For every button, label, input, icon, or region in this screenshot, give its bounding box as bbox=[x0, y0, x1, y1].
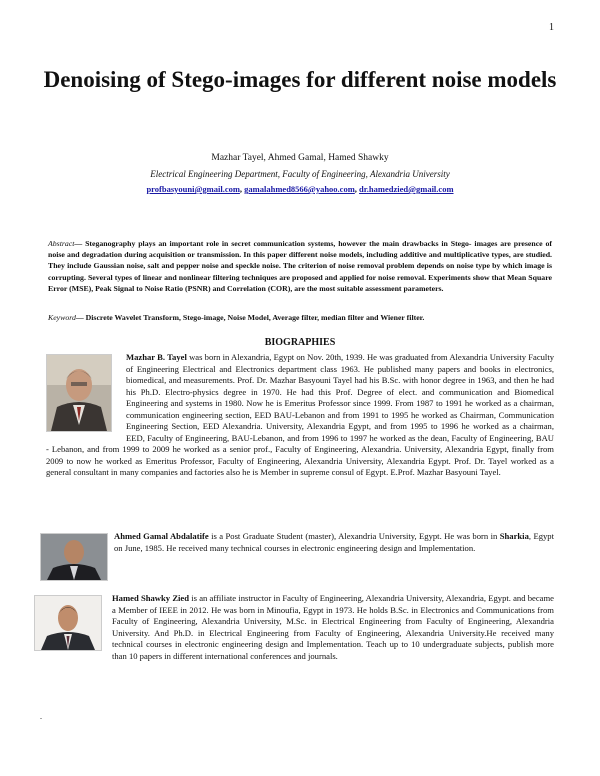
author-photo-1 bbox=[46, 354, 112, 432]
author-photo-3 bbox=[34, 595, 102, 651]
author-photo-2 bbox=[40, 533, 108, 581]
email-link-3[interactable]: dr.hamedzied@gmail.com bbox=[359, 184, 454, 194]
author-list: Mazhar Tayel, Ahmed Gamal, Hamed Shawky bbox=[211, 153, 389, 163]
abstract-label: Abstract bbox=[48, 239, 75, 248]
biography-3 bbox=[46, 593, 554, 662]
biography-2 bbox=[46, 531, 554, 585]
biography-text-2b: , Egypt on June, 1985. He received many technical courses in electronic engineering design and Implementation. bbox=[114, 531, 554, 553]
biographies-heading: BIOGRAPHIES bbox=[264, 337, 336, 348]
biography-text-3: is an affiliate instructor in Faculty of Engineering, Alexandria University, Alexandria, Egypt. and became a Member of IEEE in 2012. He was born in Minoufia, Egypt in 1973. He holds B.Sc. in Electronics and Communications from Faculty of Engineering, Alexandria University, M.Sc. in Electrical Engineering from Faculty of Engineering, Alexandria University. And Ph.D. in Electrical Engineering from Faculty of Engineering, Alexandria University.He received many technical courses in electronic engineering design and Implementation. Teach up to 10 undergraduate subjects, publish more than 10 papers in different international conferences and journals. bbox=[112, 593, 554, 661]
birthplace: Sharkia bbox=[499, 531, 529, 541]
biography-text-2a: is a Post Graduate Student (master), Alexandria University, Egypt. He was born in bbox=[208, 531, 500, 541]
author-name-2: Ahmed Gamal Abdalatife bbox=[114, 531, 209, 541]
email-link-2[interactable]: gamalahmed8566@yahoo.com bbox=[244, 184, 355, 194]
page-number: 1 bbox=[549, 22, 554, 33]
keywords-label: Keyword bbox=[48, 313, 76, 322]
paper-title: Denoising of Stego-images for different noise models bbox=[43, 67, 557, 92]
biography-text-1: was born in Alexandria, Egypt on Nov. 20th, 1939. He was graduated from Alexandria University Faculty of Engineering Electrical and Electronics department class 1963. He published many papers and books in electronics, biomedical, and measurements. Prof. Dr. Mazhar Basyouni Tayel had his B.Sc. with honor degree in 1963, and then he had his Ph.D. Electro-physics degree in 1970. He had this Prof. Degree of elect. and communication and Biomedical Engineering and systems in 1980. Now he is Emeritus Professor since 1999. From 1987 to 1991 he worked as a chairman, communication engineering section, EED BAU-Lebanon and from 1991 to 1995 he worked as Chairman, Communication Engineering Section, EED Alexandria. University, Alexandria Egypt, and from 1995 to 1996 he worked as a chairman, EED, Faculty of Engineering, BAU-Lebanon, and from 1996 to 1997 he worked as the dean, Faculty of Engineering, BAU - Lebanon, and from 1999 to 2009 he worked as a senior prof., Faculty of Engineering, Alexandria. University, Alexandria Egypt, finally from 2009 to now he worked as Emeritus Professor, Faculty of Engineering, Alexandria University, Alexandria Egypt. Prof. Dr. Tayel worked as a general consultant in many companies and factories also he is Member in supreme consul of Egypt. E.Prof. Mazhar Basyouni Tayel. bbox=[46, 352, 555, 477]
keywords-text: — Discrete Wavelet Transform, Stego-image, Noise Model, Average filter, median filter and Wiener filter. bbox=[75, 313, 425, 322]
abstract bbox=[48, 238, 552, 294]
footer-mark: . bbox=[40, 712, 42, 721]
email-list: profbasyouni@gmail.com, gamalahmed8566@yahoo.com, dr.hamedzied@gmail.com bbox=[146, 184, 454, 194]
email-link-1[interactable]: profbasyouni@gmail.com bbox=[146, 184, 240, 194]
affiliation: Electrical Engineering Department, Faculty of Engineering, Alexandria University bbox=[150, 169, 450, 179]
author-name-1: Mazhar B. Tayel bbox=[126, 352, 187, 362]
biography-1 bbox=[46, 352, 554, 479]
keywords bbox=[48, 313, 552, 322]
abstract-text: — Steganography plays an important role in secret communication systems, however the main drawbacks in Stego- images are presence of noise and degradation during acquisition or transmission. In this paper different noise models, including additive and multiplicative types, are studied. They include Gaussian noise, salt and pepper noise and speckle noise. The criterion of noise removal problem depends on noise type by which image is corrupting. Several types of linear and nonlinear filtering techniques are proposed and applied for noise removal. Experiments show that Mean Square Error (MSE), Peak Signal to Noise Ratio (PSNR) and Correlation (COR), are the most suitable assessment parameters. bbox=[48, 239, 552, 293]
author-name-3: Hamed Shawky Zied bbox=[112, 593, 190, 603]
